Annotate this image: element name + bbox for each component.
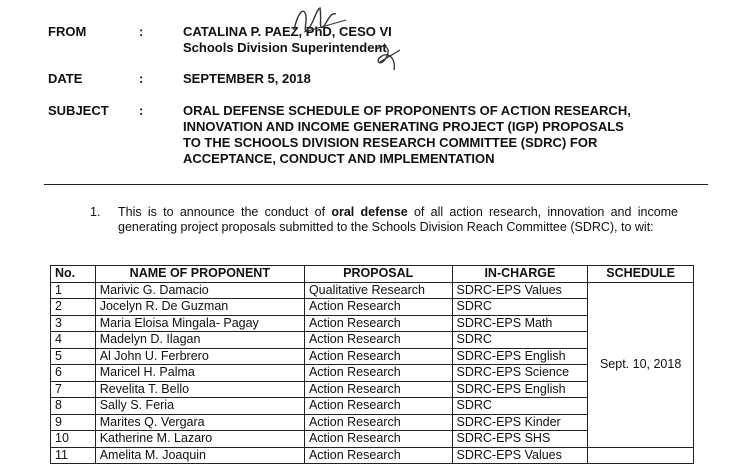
table-header-row (51, 266, 694, 283)
paragraph-text-after: of all action research, innovation and income generating project proposals submitted to the Schools Division Reach Committee (SDRC), to wit: (118, 205, 679, 234)
cell-proposal: Action Research (304, 299, 452, 316)
cell-no: 4 (51, 332, 96, 349)
cell-in-charge: SDRC (452, 299, 588, 316)
from-name: CATALINA P. PAEZ, PhD, CESO VI (183, 24, 392, 39)
from-title: Schools Division Superintendent (183, 40, 387, 55)
cell-proposal: Action Research (304, 365, 452, 382)
cell-no: 6 (51, 365, 96, 382)
subject-line-3: TO THE SCHOOLS DIVISION RESEARCH COMMITTEE (SDRC) FOR (183, 135, 598, 150)
header-proposal: PROPOSAL (304, 266, 452, 283)
cell-name: Revelita T. Bello (95, 381, 304, 398)
header-no: No. (51, 266, 96, 283)
cell-schedule: Sept. 10, 2018 (588, 282, 694, 447)
date-label: DATE (48, 71, 83, 86)
date-value: SEPTEMBER 5, 2018 (183, 71, 311, 86)
cell-proposal: Qualitative Research (304, 282, 452, 299)
cell-no: 2 (51, 299, 96, 316)
date-colon: : (139, 71, 144, 86)
announcement-paragraph (118, 205, 678, 235)
cell-proposal: Action Research (304, 315, 452, 332)
cell-in-charge: SDRC-EPS Math (452, 315, 588, 332)
cell-in-charge: SDRC (452, 398, 588, 415)
cell-name: Marivic G. Damacio (95, 282, 304, 299)
subject-line-1: ORAL DEFENSE SCHEDULE OF PROPONENTS OF ACTION RESEARCH, (183, 103, 631, 118)
cell-in-charge: SDRC-EPS Values (452, 447, 588, 464)
cell-no: 5 (51, 348, 96, 365)
cell-in-charge: SDRC-EPS English (452, 348, 588, 365)
subject-line-4: ACCEPTANCE, CONDUCT AND IMPLEMENTATION (183, 151, 495, 166)
cell-in-charge: SDRC-EPS Science (452, 365, 588, 382)
paragraph-number: 1. (90, 205, 101, 219)
cell-no: 7 (51, 381, 96, 398)
table-row (51, 447, 694, 464)
cell-in-charge: SDRC-EPS Kinder (452, 414, 588, 431)
cell-name: Maria Eloisa Mingala- Pagay (95, 315, 304, 332)
paragraph-text-before: This is to announce the conduct of (118, 205, 332, 219)
cell-proposal: Action Research (304, 332, 452, 349)
table-row (51, 282, 694, 299)
defense-schedule-table (50, 265, 694, 464)
cell-proposal: Action Research (304, 348, 452, 365)
subject-colon: : (139, 103, 144, 118)
header-name: NAME OF PROPONENT (95, 266, 304, 283)
cell-no: 9 (51, 414, 96, 431)
cell-name: Al John U. Ferbrero (95, 348, 304, 365)
cell-name: Maricel H. Palma (95, 365, 304, 382)
cell-name: Madelyn D. Ilagan (95, 332, 304, 349)
cell-in-charge: SDRC-EPS English (452, 381, 588, 398)
cell-proposal: Action Research (304, 414, 452, 431)
cell-proposal: Action Research (304, 398, 452, 415)
cell-name: Marites Q. Vergara (95, 414, 304, 431)
paragraph-text-bold: oral defense (331, 205, 408, 219)
cell-in-charge: SDRC-EPS Values (452, 282, 588, 299)
cell-no: 1 (51, 282, 96, 299)
divider-rule (44, 184, 708, 185)
cell-name: Jocelyn R. De Guzman (95, 299, 304, 316)
subject-line-2: INNOVATION AND INCOME GENERATING PROJECT (IGP) PROPOSALS (183, 119, 624, 134)
header-schedule: SCHEDULE (588, 266, 694, 283)
cell-in-charge: SDRC (452, 332, 588, 349)
cell-proposal: Action Research (304, 381, 452, 398)
cell-name: Amelita M. Joaquin (95, 447, 304, 464)
cell-no: 3 (51, 315, 96, 332)
cell-name: Katherine M. Lazaro (95, 431, 304, 448)
signature-mark (276, 2, 416, 82)
cell-name: Sally S. Feria (95, 398, 304, 415)
from-label: FROM (48, 24, 87, 39)
cell-no: 11 (51, 447, 96, 464)
cell-proposal: Action Research (304, 431, 452, 448)
header-in-charge: IN-CHARGE (452, 266, 588, 283)
cell-no: 10 (51, 431, 96, 448)
cell-no: 8 (51, 398, 96, 415)
subject-label: SUBJECT (48, 103, 109, 118)
table-body (51, 282, 694, 464)
cell-proposal: Action Research (304, 447, 452, 464)
from-colon: : (139, 24, 144, 39)
cell-schedule-empty (588, 447, 694, 464)
cell-in-charge: SDRC-EPS SHS (452, 431, 588, 448)
